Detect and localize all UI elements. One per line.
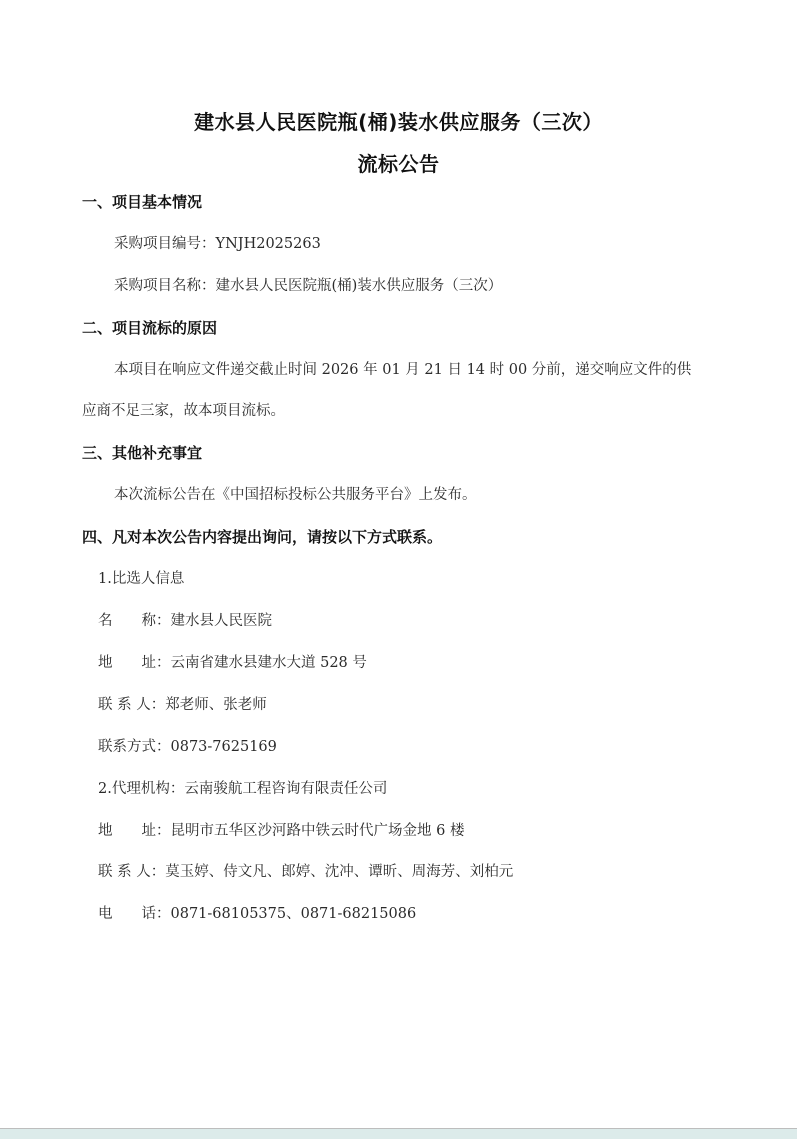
agency-contact-row [98,862,513,882]
buyer-phone-value: 0873-7625169 [170,739,277,755]
agency-contact-label: 联 系 人： [98,864,166,880]
agency-address-row [98,821,464,841]
buyer-name-row [98,611,272,631]
failure-reason-line-2: 应商不足三家，故本项目流标。 [82,403,285,419]
project-name: 采购项目名称：建水县人民医院瓶(桶)装水供应服务（三次） [114,278,503,294]
document-subtitle: 流标公告 [357,152,440,176]
agency-header: 2.代理机构：云南骏航工程咨询有限责任公司 [98,781,388,797]
buyer-contact-label: 联 系 人： [98,697,166,713]
buyer-address-label: 地 址： [98,655,171,671]
buyer-name-value: 建水县人民医院 [170,613,272,629]
buyer-contact-row [98,695,267,715]
agency-address-label: 地 址： [98,823,171,839]
failure-reason-line-1: 本项目在响应文件递交截止时间 2026 年 01 月 21 日 14 时 00 分前，递交响应文件的供 [114,362,692,378]
agency-phone-row [98,904,416,924]
section-heading-basic-info: 一、项目基本情况 [82,193,203,211]
agency-phone-value: 0871-68105375、0871-68215086 [170,906,417,922]
section-heading-failure-reason: 二、项目流标的原因 [82,319,218,337]
buyer-phone-row [98,737,277,757]
publication-note: 本次流标公告在《中国招标投标公共服务平台》上发布。 [114,487,477,503]
buyer-address-row [98,653,367,673]
buyer-phone-label: 联系方式： [98,739,171,755]
agency-address-value: 昆明市五华区沙河路中铁云时代广场金地 6 楼 [170,823,465,839]
document-title: 建水县人民医院瓶(桶)装水供应服务（三次） [194,110,603,134]
agency-phone-label: 电 话： [98,906,171,922]
buyer-name-label: 名 称： [98,613,171,629]
project-number: 采购项目编号：YNJH2025263 [114,236,321,252]
buyer-info-header: 1.比选人信息 [98,571,185,587]
section-heading-contact: 四、凡对本次公告内容提出询问，请按以下方式联系。 [82,528,443,546]
buyer-contact-value: 郑老师、张老师 [165,697,267,713]
buyer-address-value: 云南省建水县建水大道 528 号 [170,655,367,671]
viewer-bottom-edge [0,1128,797,1139]
agency-contact-value: 莫玉婷、侍文凡、郎婷、沈冲、谭昕、周海芳、刘柏元 [165,864,514,880]
section-heading-supplementary: 三、其他补充事宜 [82,444,203,462]
